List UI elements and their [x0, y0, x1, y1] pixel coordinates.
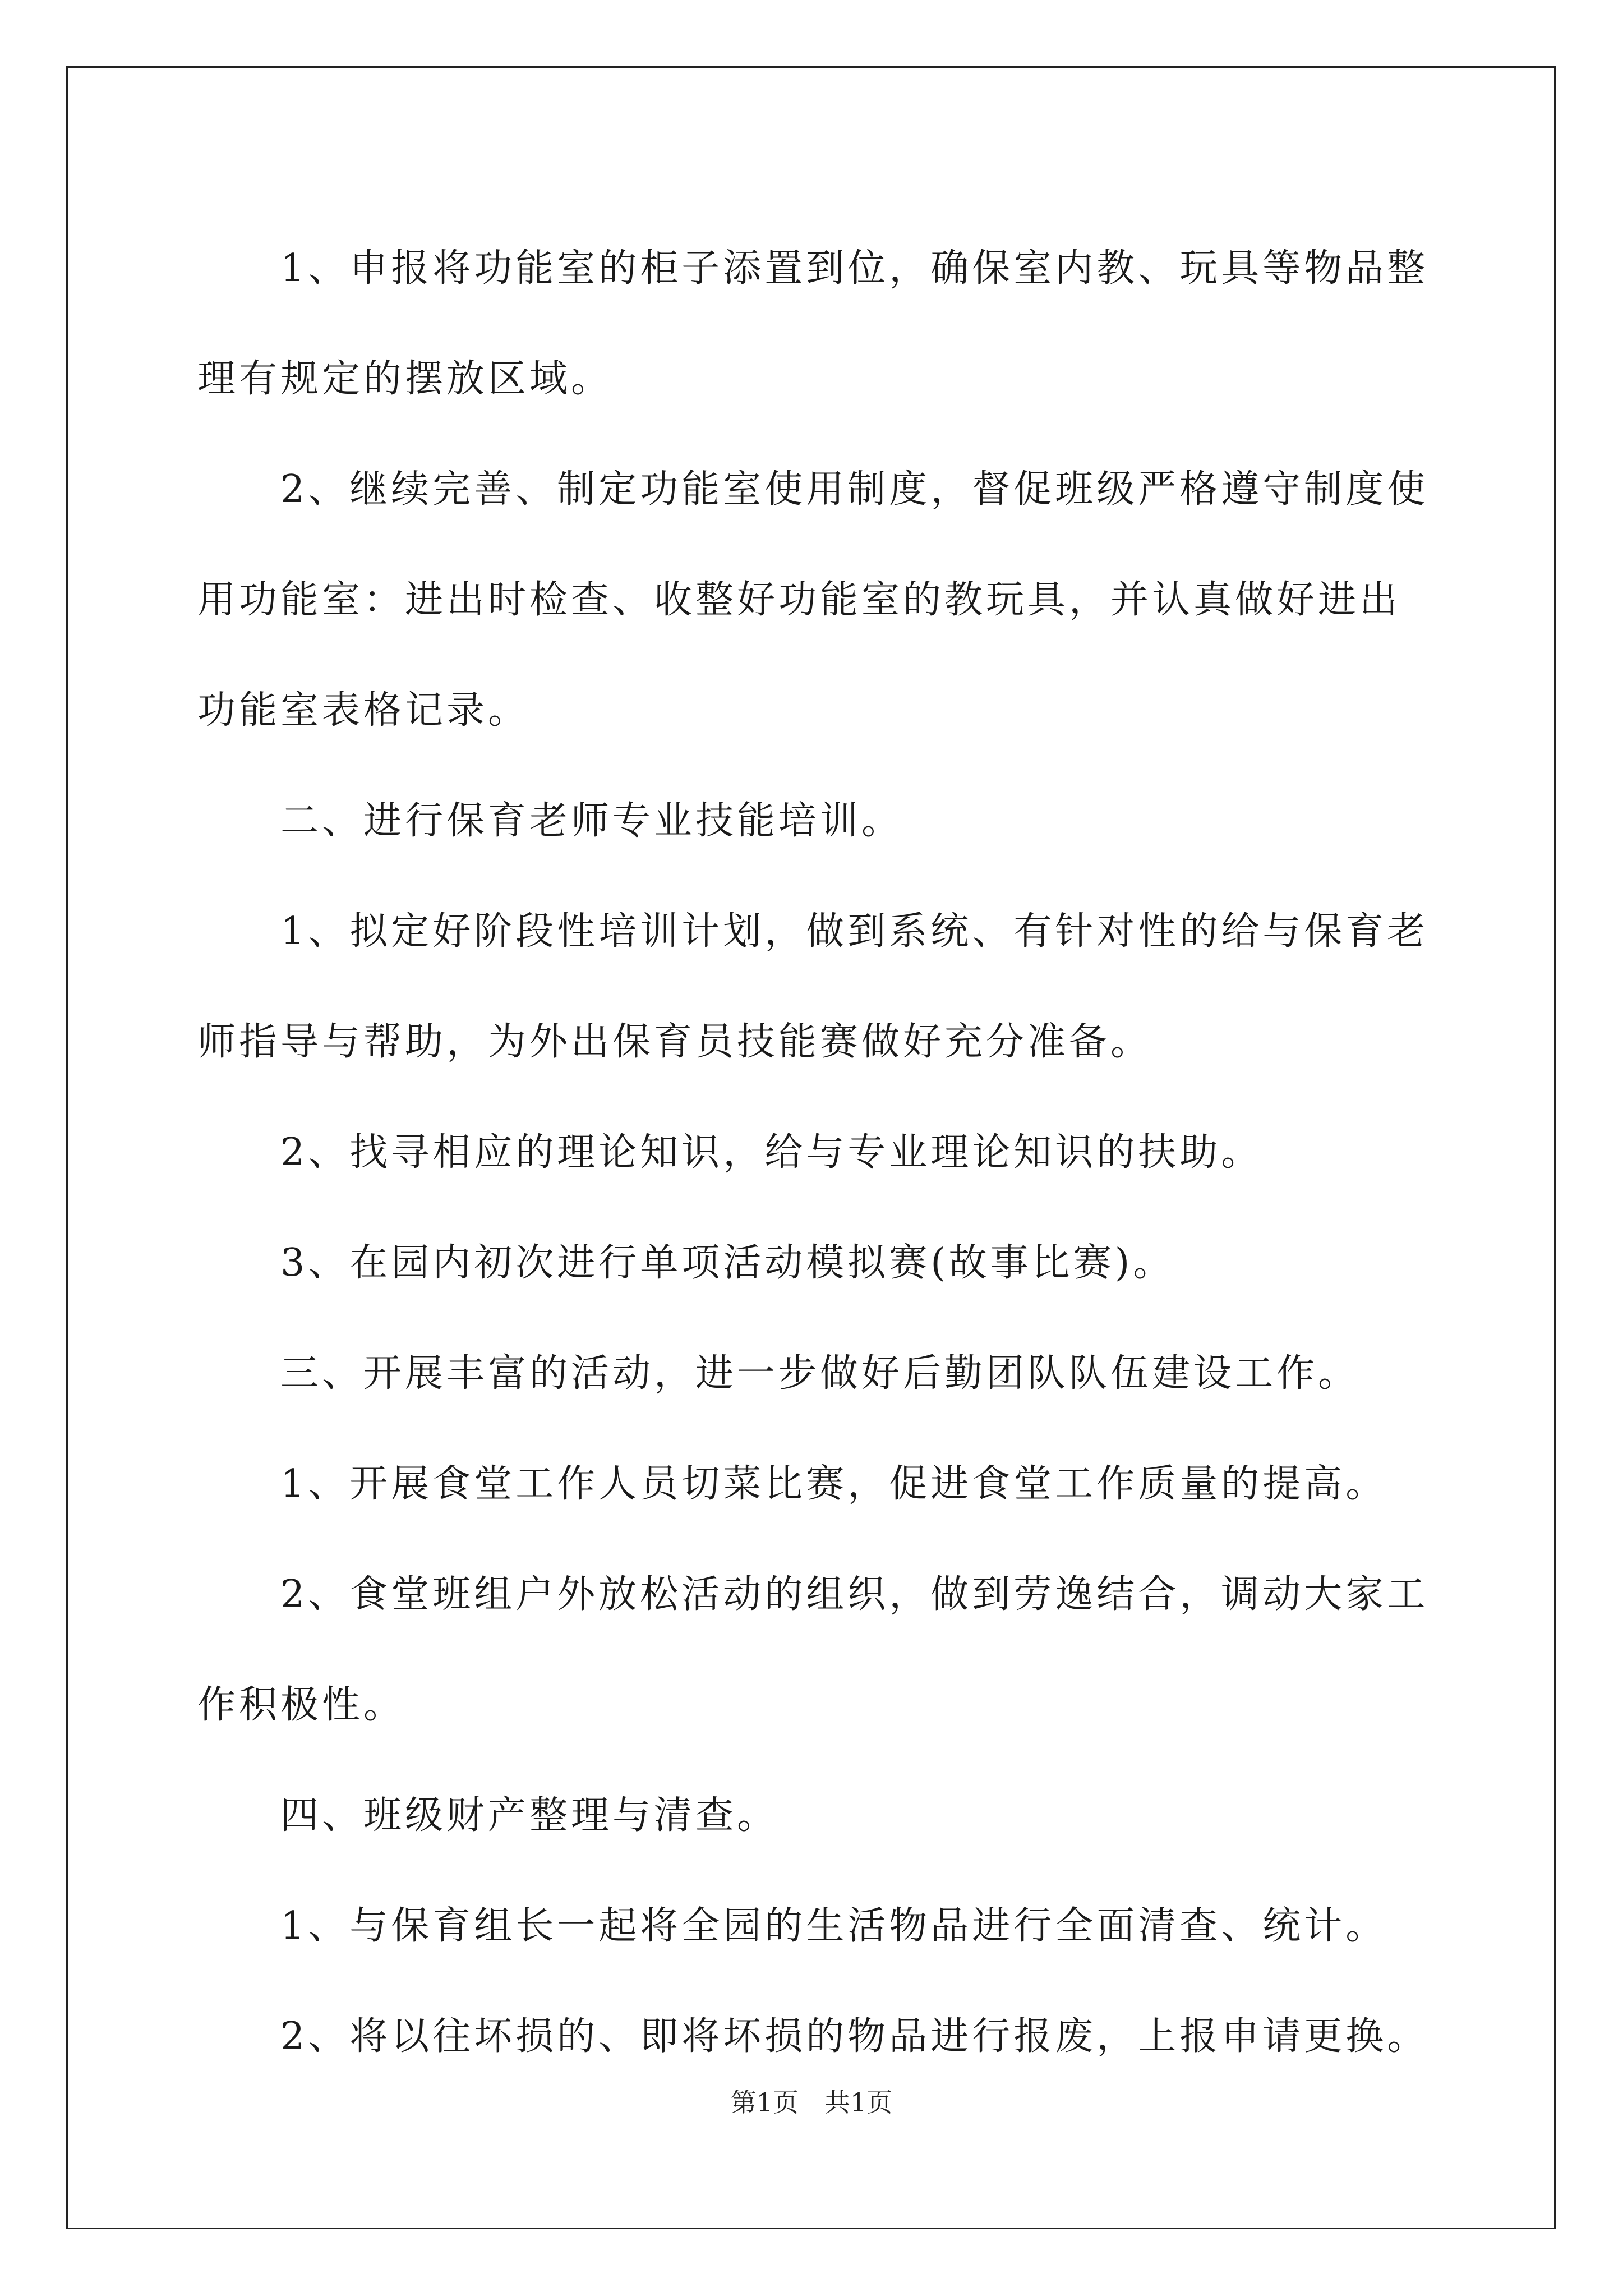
- paragraph-3: 1、拟定好阶段性培训计划，做到系统、有针对性的给与保育老师指导与帮助，为外出保育员技能赛做好充分准备。: [197, 909, 1429, 1064]
- paragraph-6: 1、开展食堂工作人员切菜比赛，促进食堂工作质量的提高。: [280, 1462, 1387, 1506]
- paragraph-1: 1、申报将功能室的柜子添置到位，确保室内教、玩具等物品整理有规定的摆放区域。: [197, 246, 1429, 401]
- paragraph-4: 2、找寻相应的理论知识，给与专业理论知识的扶助。: [280, 1130, 1263, 1175]
- page-footer: 第1页 共1页: [730, 2087, 893, 2118]
- document-body: [197, 213, 1431, 2092]
- paragraph-5: 3、在园内初次进行单项活动模拟赛(故事比赛)。: [280, 1241, 1175, 1285]
- section-heading-4: 四、班级财产整理与清查。: [280, 1793, 779, 1838]
- paragraph-7: 2、食堂班组户外放松活动的组织，做到劳逸结合，调动大家工作积极性。: [197, 1572, 1429, 1727]
- section-heading-2: 二、进行保育老师专业技能培训。: [280, 799, 903, 843]
- paragraph-9: 2、将以往坏损的、即将坏损的物品进行报废，上报申请更换。: [280, 2014, 1429, 2059]
- paragraph-2: 2、继续完善、制定功能室使用制度，督促班级严格遵守制度使用功能室：进出时检查、收整好功能室的教玩具，并认真做好进出功能室表格记录。: [197, 467, 1429, 733]
- paragraph-8: 1、与保育组长一起将全园的生活物品进行全面清查、统计。: [280, 1904, 1387, 1948]
- section-heading-3: 三、开展丰富的活动，进一步做好后勤团队队伍建设工作。: [280, 1351, 1360, 1396]
